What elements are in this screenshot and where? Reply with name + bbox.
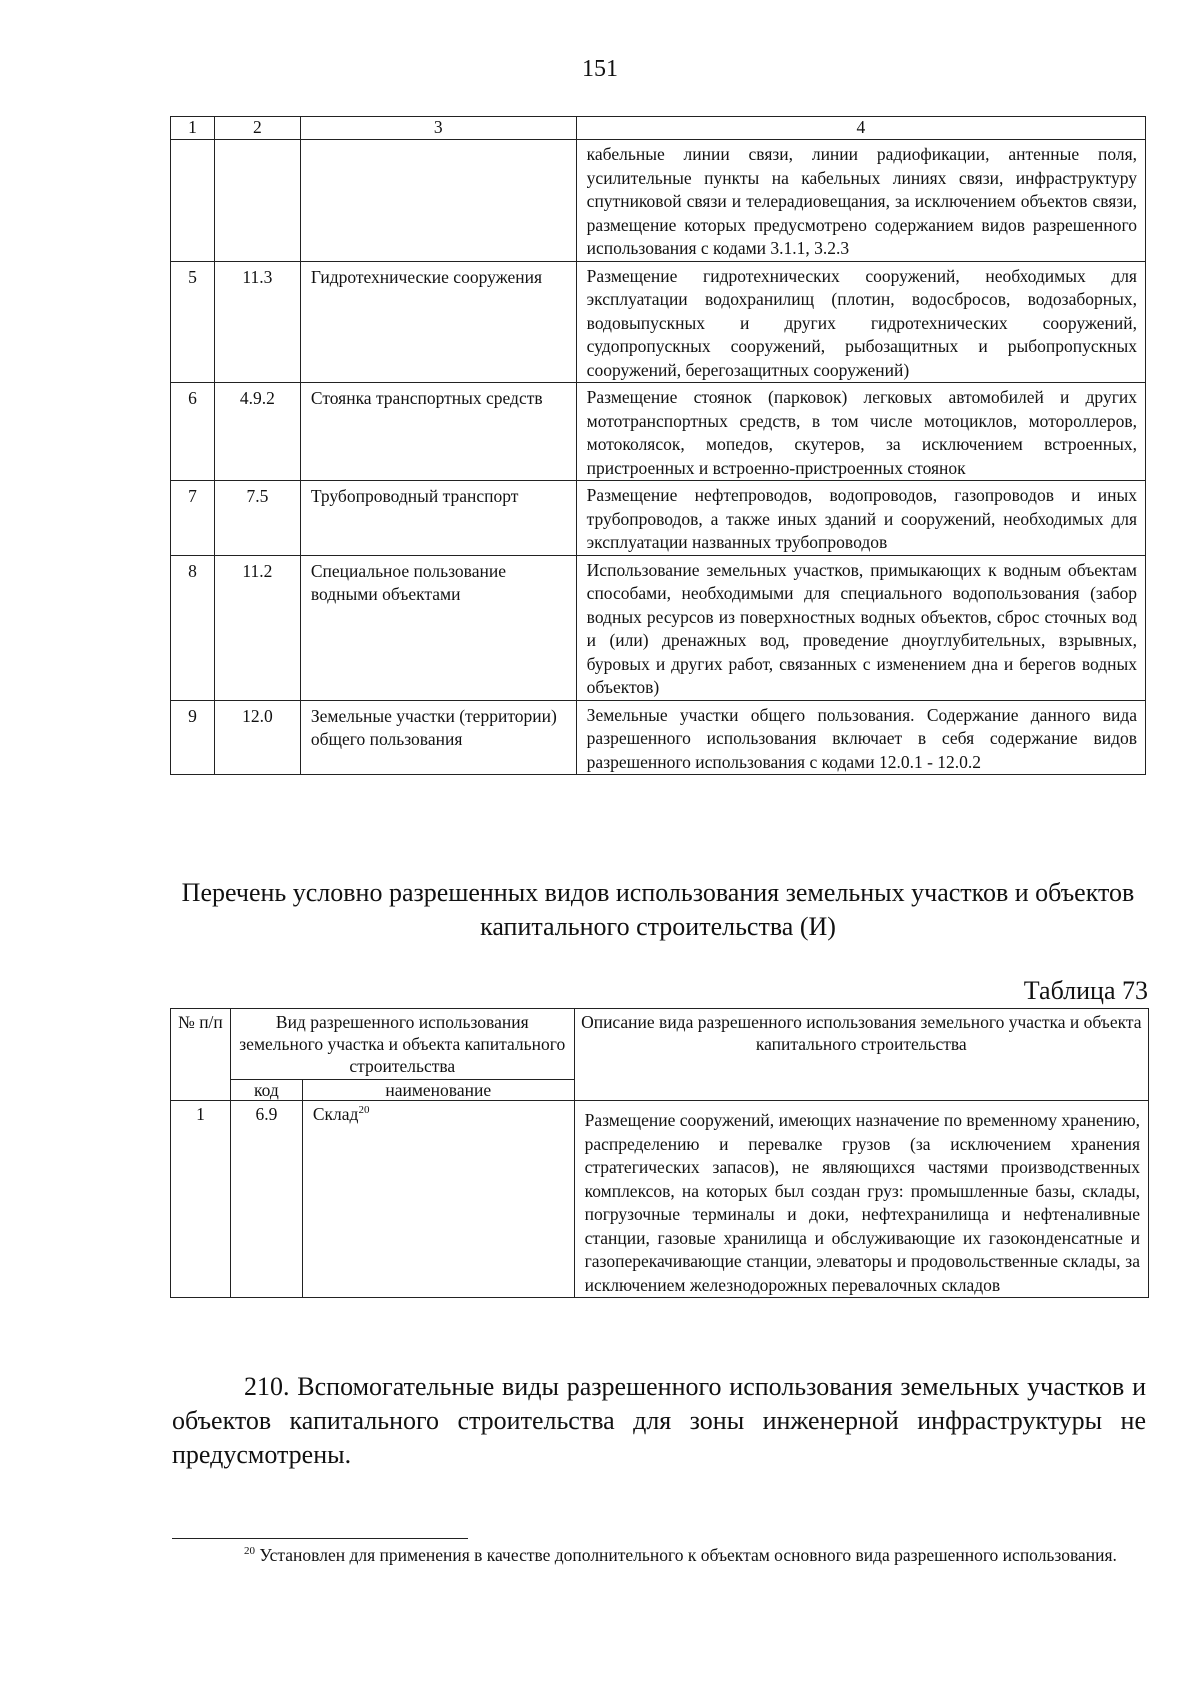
- row-name: Гидротехнические сооружения: [300, 261, 576, 383]
- row-code: 11.2: [214, 555, 300, 700]
- column-header: 4: [576, 117, 1145, 140]
- row-description: Использование земельных участков, примыкающих к водным объектам способами, необходимыми для специального водопользования (забор водных ресурсов из поверхностных водных объектов, сброс сточных вод и (или) дренажных вод, проведение дноуглубительных, взрывных, буровых и других работ, связанных с изменением дна и берегов водных объектов): [576, 555, 1145, 700]
- conditional-use-table: [170, 1008, 1149, 1298]
- header-name: наименование: [302, 1080, 574, 1101]
- footnote: [172, 1544, 1146, 1567]
- table-row: [171, 481, 1146, 556]
- column-header: 3: [300, 117, 576, 140]
- row-number: 5: [171, 261, 215, 383]
- footnote-divider: [172, 1538, 468, 1539]
- footnote-text: Установлен для применения в качестве дополнительного к объектам основного вида разрешенного использования.: [255, 1545, 1117, 1565]
- section-title: Перечень условно разрешенных видов использования земельных участков и объектов капитального строительства (И): [181, 878, 1135, 941]
- header-use-type: Вид разрешенного использования земельного участка и объекта капитального строительства: [230, 1009, 574, 1080]
- table-header-row: [171, 1009, 1149, 1080]
- row-description: Размещение стоянок (парковок) легковых автомобилей и других мототранспортных средств, в том числе мотоциклов, мотороллеров, мотоколясок, мопедов, скутеров, за исключением встроенных, пристроенных и встроенно-пристроенных стоянок: [576, 383, 1145, 481]
- row-number: 1: [171, 1101, 231, 1298]
- header-code: код: [230, 1080, 302, 1101]
- row-description: Размещение нефтепроводов, водопроводов, газопроводов и иных трубопроводов, а также иных зданий и сооружений, необходимых для эксплуатации названных трубопроводов: [576, 481, 1145, 556]
- table-header-row: [171, 117, 1146, 140]
- header-description: Описание вида разрешенного использования земельного участка и объекта капитального строительства: [574, 1009, 1148, 1101]
- footnote-number: 20: [244, 1545, 255, 1558]
- table-caption: Таблица 73: [1023, 976, 1148, 1005]
- column-header: 1: [171, 117, 215, 140]
- row-code: [214, 140, 300, 262]
- row-description: Размещение сооружений, имеющих назначение по временному хранению, распределению и перевалке грузов (за исключением хранения стратегических запасов), не являющихся частями производственных комплексов, на которых был создан груз: промышленные базы, склады, погрузочные терминалы и доки, нефтехранилища и нефтеналивные станции, газовые хранилища и обслуживающие их газоконденсатные и газоперекачивающие станции, элеваторы и продовольственные склады, за исключением железнодорожных перевалочных складов: [574, 1101, 1148, 1298]
- row-name: [300, 140, 576, 262]
- row-name: Специальное пользование водными объектами: [300, 555, 576, 700]
- row-description: Размещение гидротехнических сооружений, необходимых для эксплуатации водохранилищ (плотин, водосбросов, водозаборных, водовыпускных и других гидротехнических сооружений, судопропускных сооружений, рыбозащитных и рыбопропускных сооружений, берегозащитных сооружений): [576, 261, 1145, 383]
- row-number: [171, 140, 215, 262]
- header-number: № п/п: [171, 1009, 231, 1101]
- page-number: 151: [582, 56, 618, 82]
- row-code: 11.3: [214, 261, 300, 383]
- row-code: 6.9: [230, 1101, 302, 1298]
- row-description: кабельные линии связи, линии радиофикации, антенные поля, усилительные пункты на кабельных линиях связи, инфраструктуру спутниковой связи и телерадиовещания, за исключением объектов связи, размещение которых предусмотрено содержанием видов разрешенного использования с кодами 3.1.1, 3.2.3: [576, 140, 1145, 262]
- table-row: [171, 700, 1146, 775]
- table-row: [171, 1101, 1149, 1298]
- row-name: [302, 1101, 574, 1298]
- table-row: [171, 555, 1146, 700]
- row-number: 8: [171, 555, 215, 700]
- footnote-marker[interactable]: 20: [358, 1104, 370, 1117]
- paragraph-210: 210. Вспомогательные виды разрешенного использования земельных участков и объектов капитального строительства для зоны инженерной инфраструктуры не предусмотрены.: [172, 1372, 1146, 1469]
- land-use-table-continued: [170, 116, 1146, 775]
- table-row: [171, 140, 1146, 262]
- row-number: 6: [171, 383, 215, 481]
- row-number: 7: [171, 481, 215, 556]
- row-description: Земельные участки общего пользования. Содержание данного вида разрешенного использования включает в себя содержание видов разрешенного использования с кодами 12.0.1 - 12.0.2: [576, 700, 1145, 775]
- table-row: [171, 383, 1146, 481]
- row-code: 7.5: [214, 481, 300, 556]
- row-name-text: Склад: [312, 1104, 359, 1124]
- row-code: 12.0: [214, 700, 300, 775]
- column-header: 2: [214, 117, 300, 140]
- row-name: Земельные участки (территории) общего пользования: [300, 700, 576, 775]
- row-number: 9: [171, 700, 215, 775]
- row-name: Трубопроводный транспорт: [300, 481, 576, 556]
- table-row: [171, 261, 1146, 383]
- row-code: 4.9.2: [214, 383, 300, 481]
- row-name: Стоянка транспортных средств: [300, 383, 576, 481]
